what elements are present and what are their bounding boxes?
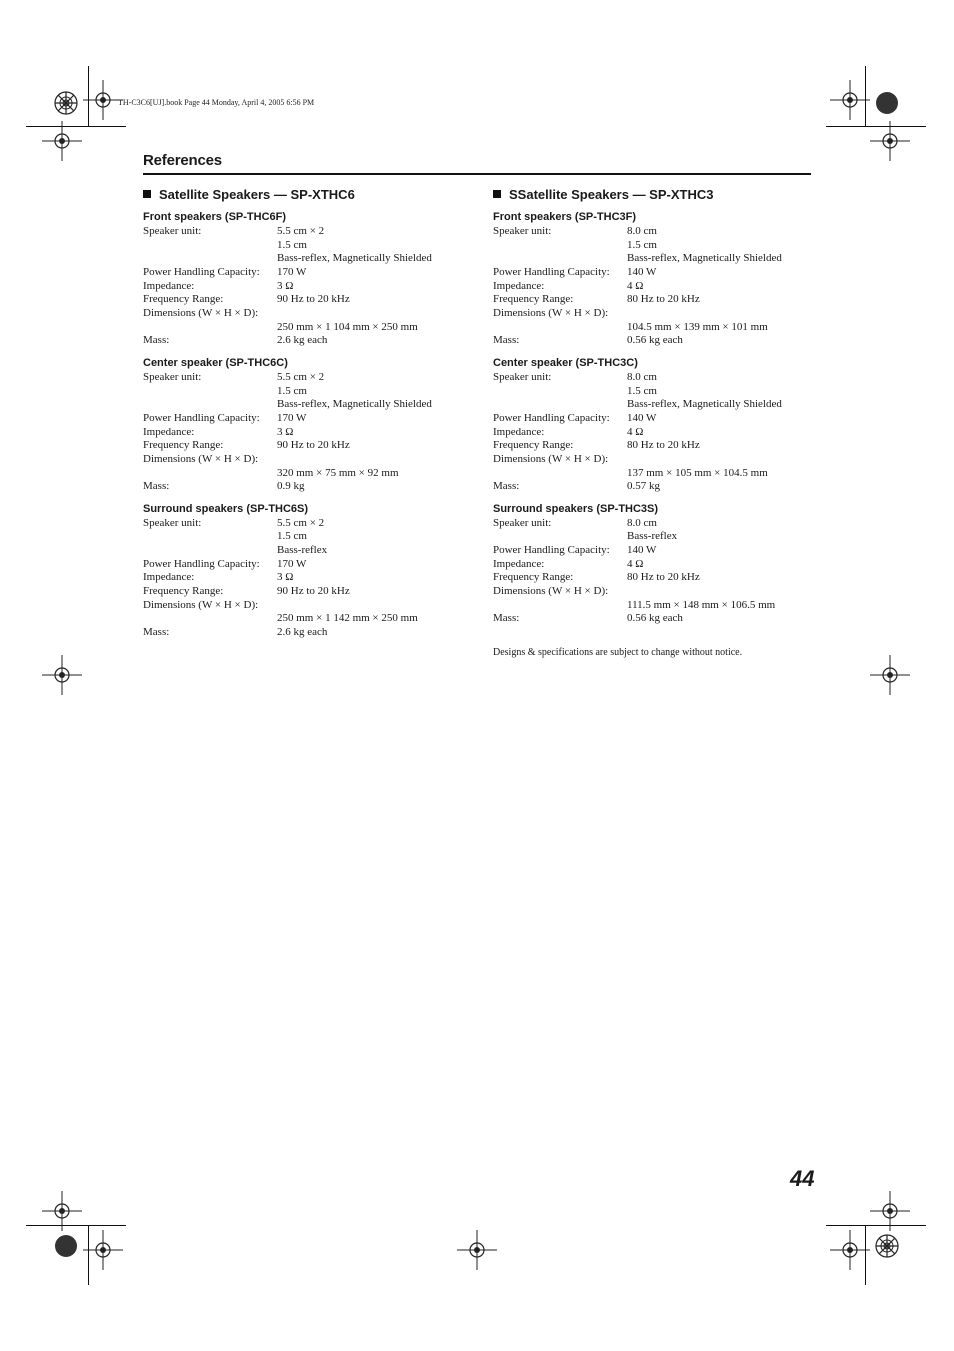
spec-row (493, 385, 823, 399)
registration-mark-icon (49, 1229, 83, 1263)
spec-row (143, 307, 473, 321)
square-bullet-icon (143, 190, 151, 198)
spec-row (493, 293, 823, 307)
spec-label: Power Handling Capacity: (493, 411, 610, 424)
spec-row (493, 480, 823, 494)
spec-row (493, 453, 823, 467)
spec-row (493, 599, 823, 613)
spec-value: 80 Hz to 20 kHz (627, 571, 700, 584)
spec-value: 137 mm × 105 mm × 104.5 mm (627, 466, 768, 479)
spec-label (143, 467, 277, 481)
column-heading: SSatellite Speakers — SP-XTHC3 (493, 186, 823, 204)
spec-row (143, 599, 473, 613)
spec-label: Impedance: (143, 279, 195, 292)
spec-row (493, 280, 823, 294)
spec-row (493, 530, 823, 544)
spec-label: Power Handling Capacity: (143, 265, 260, 278)
spec-value: 3 Ω (277, 279, 294, 292)
group-gap (143, 348, 473, 355)
spec-value: 140 W (627, 544, 657, 557)
spec-row (493, 612, 823, 626)
section-title: References (143, 152, 222, 169)
crosshair-target-icon (830, 1230, 870, 1270)
spec-row (493, 371, 823, 385)
spec-label: Mass: (493, 334, 520, 347)
spec-value: 80 Hz to 20 kHz (627, 439, 700, 452)
group-gap (493, 494, 823, 501)
spec-value: 5.5 cm × 2 (277, 516, 325, 529)
spec-row (493, 467, 823, 481)
spec-row (143, 558, 473, 572)
spec-row (493, 252, 823, 266)
crop-mark (26, 126, 126, 127)
spec-value: 90 Hz to 20 kHz (277, 585, 350, 598)
spec-value: 0.9 kg (277, 480, 305, 493)
spec-row (493, 266, 823, 280)
spec-row (143, 225, 473, 239)
spec-row (493, 307, 823, 321)
spec-row (143, 439, 473, 453)
right-column (493, 186, 823, 659)
spec-row (493, 398, 823, 412)
square-bullet-icon (493, 190, 501, 198)
spec-row (143, 334, 473, 348)
spec-value: 111.5 mm × 148 mm × 106.5 mm (627, 598, 776, 611)
spec-row (493, 321, 823, 335)
spec-group-title: Center speaker (SP-THC3C) (493, 356, 638, 369)
spec-value: Bass-reflex, Magnetically Shielded (277, 252, 432, 265)
crop-mark (88, 66, 89, 126)
spec-label: Dimensions (W × H × D): (493, 585, 609, 598)
spec-value: 0.57 kg (627, 480, 660, 493)
file-info-slug: TH-C3C6[UJ].book Page 44 Monday, April 4, 2005 6:56 PM (118, 98, 315, 107)
spec-value: 104.5 mm × 139 mm × 101 mm (627, 320, 768, 333)
spec-label (143, 612, 277, 626)
spec-label: Power Handling Capacity: (493, 544, 610, 557)
spec-row (493, 571, 823, 585)
spec-value: 90 Hz to 20 kHz (277, 293, 350, 306)
spec-value: 1.5 cm (277, 530, 307, 543)
spec-row (493, 544, 823, 558)
spec-label: Power Handling Capacity: (143, 411, 260, 424)
spec-value: 2.6 kg each (277, 334, 328, 347)
spec-label (493, 385, 627, 399)
spec-row (143, 239, 473, 253)
spec-label: Impedance: (143, 425, 195, 438)
spec-row (493, 334, 823, 348)
spec-value: 4 Ω (627, 279, 644, 292)
spec-group-title: Front speakers (SP-THC3F) (493, 211, 637, 223)
crop-mark (865, 1225, 866, 1285)
spec-row (143, 371, 473, 385)
spec-row (143, 626, 473, 640)
spec-label (143, 239, 277, 253)
spec-value: 3 Ω (277, 571, 294, 584)
spec-label (493, 467, 627, 481)
spec-row (143, 293, 473, 307)
spec-label: Mass: (143, 626, 170, 639)
spec-value: 140 W (627, 265, 657, 278)
spec-label (143, 544, 277, 558)
spec-row (493, 558, 823, 572)
spec-row (143, 530, 473, 544)
spec-value: Bass-reflex (277, 544, 328, 557)
spec-row (493, 439, 823, 453)
spec-label: Frequency Range: (143, 293, 224, 306)
spec-value: 1.5 cm (627, 238, 657, 251)
spec-value: 4 Ω (627, 425, 644, 438)
spec-value: 90 Hz to 20 kHz (277, 439, 350, 452)
crop-mark (826, 1225, 926, 1226)
spec-group-title: Front speakers (SP-THC6F) (143, 211, 287, 223)
spec-label (493, 530, 627, 544)
page-number: 44 (790, 1166, 815, 1191)
spec-label: Dimensions (W × H × D): (493, 306, 609, 319)
spec-label: Speaker unit: (143, 516, 202, 529)
crosshair-target-icon (830, 80, 870, 120)
spec-group-title: Surround speakers (SP-THC3S) (493, 502, 659, 515)
spec-row (493, 517, 823, 531)
spec-label: Power Handling Capacity: (493, 265, 610, 278)
spec-value: 80 Hz to 20 kHz (627, 293, 700, 306)
spec-label: Frequency Range: (493, 293, 574, 306)
spec-groups (493, 209, 823, 626)
spec-label: Mass: (493, 612, 520, 625)
spec-value: 8.0 cm (627, 516, 657, 529)
spec-value: 250 mm × 1 142 mm × 250 mm (277, 612, 418, 625)
group-gap (493, 348, 823, 355)
spec-value: 5.5 cm × 2 (277, 370, 325, 383)
spec-row (143, 585, 473, 599)
spec-label: Frequency Range: (493, 439, 574, 452)
spec-row (143, 385, 473, 399)
spec-label: Frequency Range: (493, 571, 574, 584)
left-column (143, 186, 473, 640)
disclaimer-note: Designs & specifications are subject to change without notice. (493, 647, 743, 659)
spec-label: Dimensions (W × H × D): (143, 306, 259, 319)
spec-label (493, 239, 627, 253)
spec-label: Speaker unit: (143, 370, 202, 383)
spec-row (143, 480, 473, 494)
spec-label: Dimensions (W × H × D): (143, 598, 259, 611)
spec-value: 0.56 kg each (627, 334, 683, 347)
section-divider (143, 173, 811, 175)
spec-label (493, 321, 627, 335)
spec-value: 8.0 cm (627, 370, 657, 383)
spec-label: Speaker unit: (493, 225, 552, 237)
spec-label: Impedance: (493, 425, 545, 438)
spec-row (493, 585, 823, 599)
crop-mark (865, 66, 866, 126)
spec-row (143, 467, 473, 481)
spec-value: 1.5 cm (627, 384, 657, 397)
spec-group-title: Center speaker (SP-THC6C) (143, 356, 288, 369)
spec-value: Bass-reflex, Magnetically Shielded (277, 398, 432, 411)
spec-row (143, 321, 473, 335)
crosshair-target-icon (42, 655, 82, 695)
spec-row (143, 453, 473, 467)
spec-row (143, 571, 473, 585)
spec-value: 3 Ω (277, 425, 294, 438)
crop-mark (26, 1225, 126, 1226)
spec-row (143, 544, 473, 558)
spec-label: Impedance: (493, 279, 545, 292)
spec-value: Bass-reflex, Magnetically Shielded (627, 398, 782, 411)
spec-label: Speaker unit: (493, 370, 552, 383)
spec-row (143, 252, 473, 266)
spec-label (493, 398, 627, 412)
spec-row (493, 225, 823, 239)
spec-value: Bass-reflex (627, 530, 678, 543)
spec-value: 170 W (277, 265, 307, 278)
registration-mark-icon (870, 1229, 904, 1263)
crosshair-target-icon (870, 121, 910, 161)
spec-value: 5.5 cm × 2 (277, 225, 325, 237)
crop-mark (88, 1225, 89, 1285)
spec-label (143, 530, 277, 544)
spec-value: 140 W (627, 411, 657, 424)
spec-label: Dimensions (W × H × D): (493, 452, 609, 465)
crosshair-target-icon (83, 1230, 123, 1270)
spec-value: 170 W (277, 411, 307, 424)
spec-row (143, 412, 473, 426)
spec-groups (143, 209, 473, 640)
spec-label: Impedance: (143, 571, 195, 584)
column-heading: Satellite Speakers — SP-XTHC6 (143, 186, 473, 204)
spec-label: Frequency Range: (143, 585, 224, 598)
spec-value: 1.5 cm (277, 238, 307, 251)
spec-label: Dimensions (W × H × D): (143, 452, 259, 465)
spec-row (143, 612, 473, 626)
crosshair-target-icon (42, 121, 82, 161)
crosshair-target-icon (83, 80, 123, 120)
spec-label (143, 321, 277, 335)
spec-value: 1.5 cm (277, 384, 307, 397)
registration-mark-icon (49, 86, 83, 120)
spec-row (143, 398, 473, 412)
spec-value: 0.56 kg each (627, 612, 683, 625)
spec-value: 170 W (277, 557, 307, 570)
spec-value: Bass-reflex, Magnetically Shielded (627, 252, 782, 265)
spec-row (143, 517, 473, 531)
spec-row (143, 280, 473, 294)
spec-value: 8.0 cm (627, 225, 657, 237)
spec-label (143, 385, 277, 399)
spec-label: Frequency Range: (143, 439, 224, 452)
spec-label (493, 252, 627, 266)
spec-label: Speaker unit: (143, 225, 202, 237)
spec-label: Power Handling Capacity: (143, 557, 260, 570)
crop-mark (826, 126, 926, 127)
spec-label (143, 252, 277, 266)
registration-mark-icon (870, 86, 904, 120)
spec-row (493, 412, 823, 426)
spec-label: Mass: (493, 480, 520, 493)
spec-value: 2.6 kg each (277, 626, 328, 639)
spec-label (493, 599, 627, 613)
spec-row (143, 426, 473, 440)
spec-label: Mass: (143, 480, 170, 493)
spec-value: 320 mm × 75 mm × 92 mm (277, 466, 399, 479)
group-gap (143, 494, 473, 501)
spec-label: Impedance: (493, 557, 545, 570)
crosshair-target-icon (870, 655, 910, 695)
spec-row (493, 426, 823, 440)
crosshair-target-icon (457, 1230, 497, 1270)
spec-label: Speaker unit: (493, 516, 552, 529)
spec-label (143, 398, 277, 412)
spec-label: Mass: (143, 334, 170, 347)
spec-value: 4 Ω (627, 557, 644, 570)
spec-row (493, 239, 823, 253)
spec-row (143, 266, 473, 280)
spec-value: 250 mm × 1 104 mm × 250 mm (277, 320, 418, 333)
spec-group-title: Surround speakers (SP-THC6S) (143, 502, 309, 515)
